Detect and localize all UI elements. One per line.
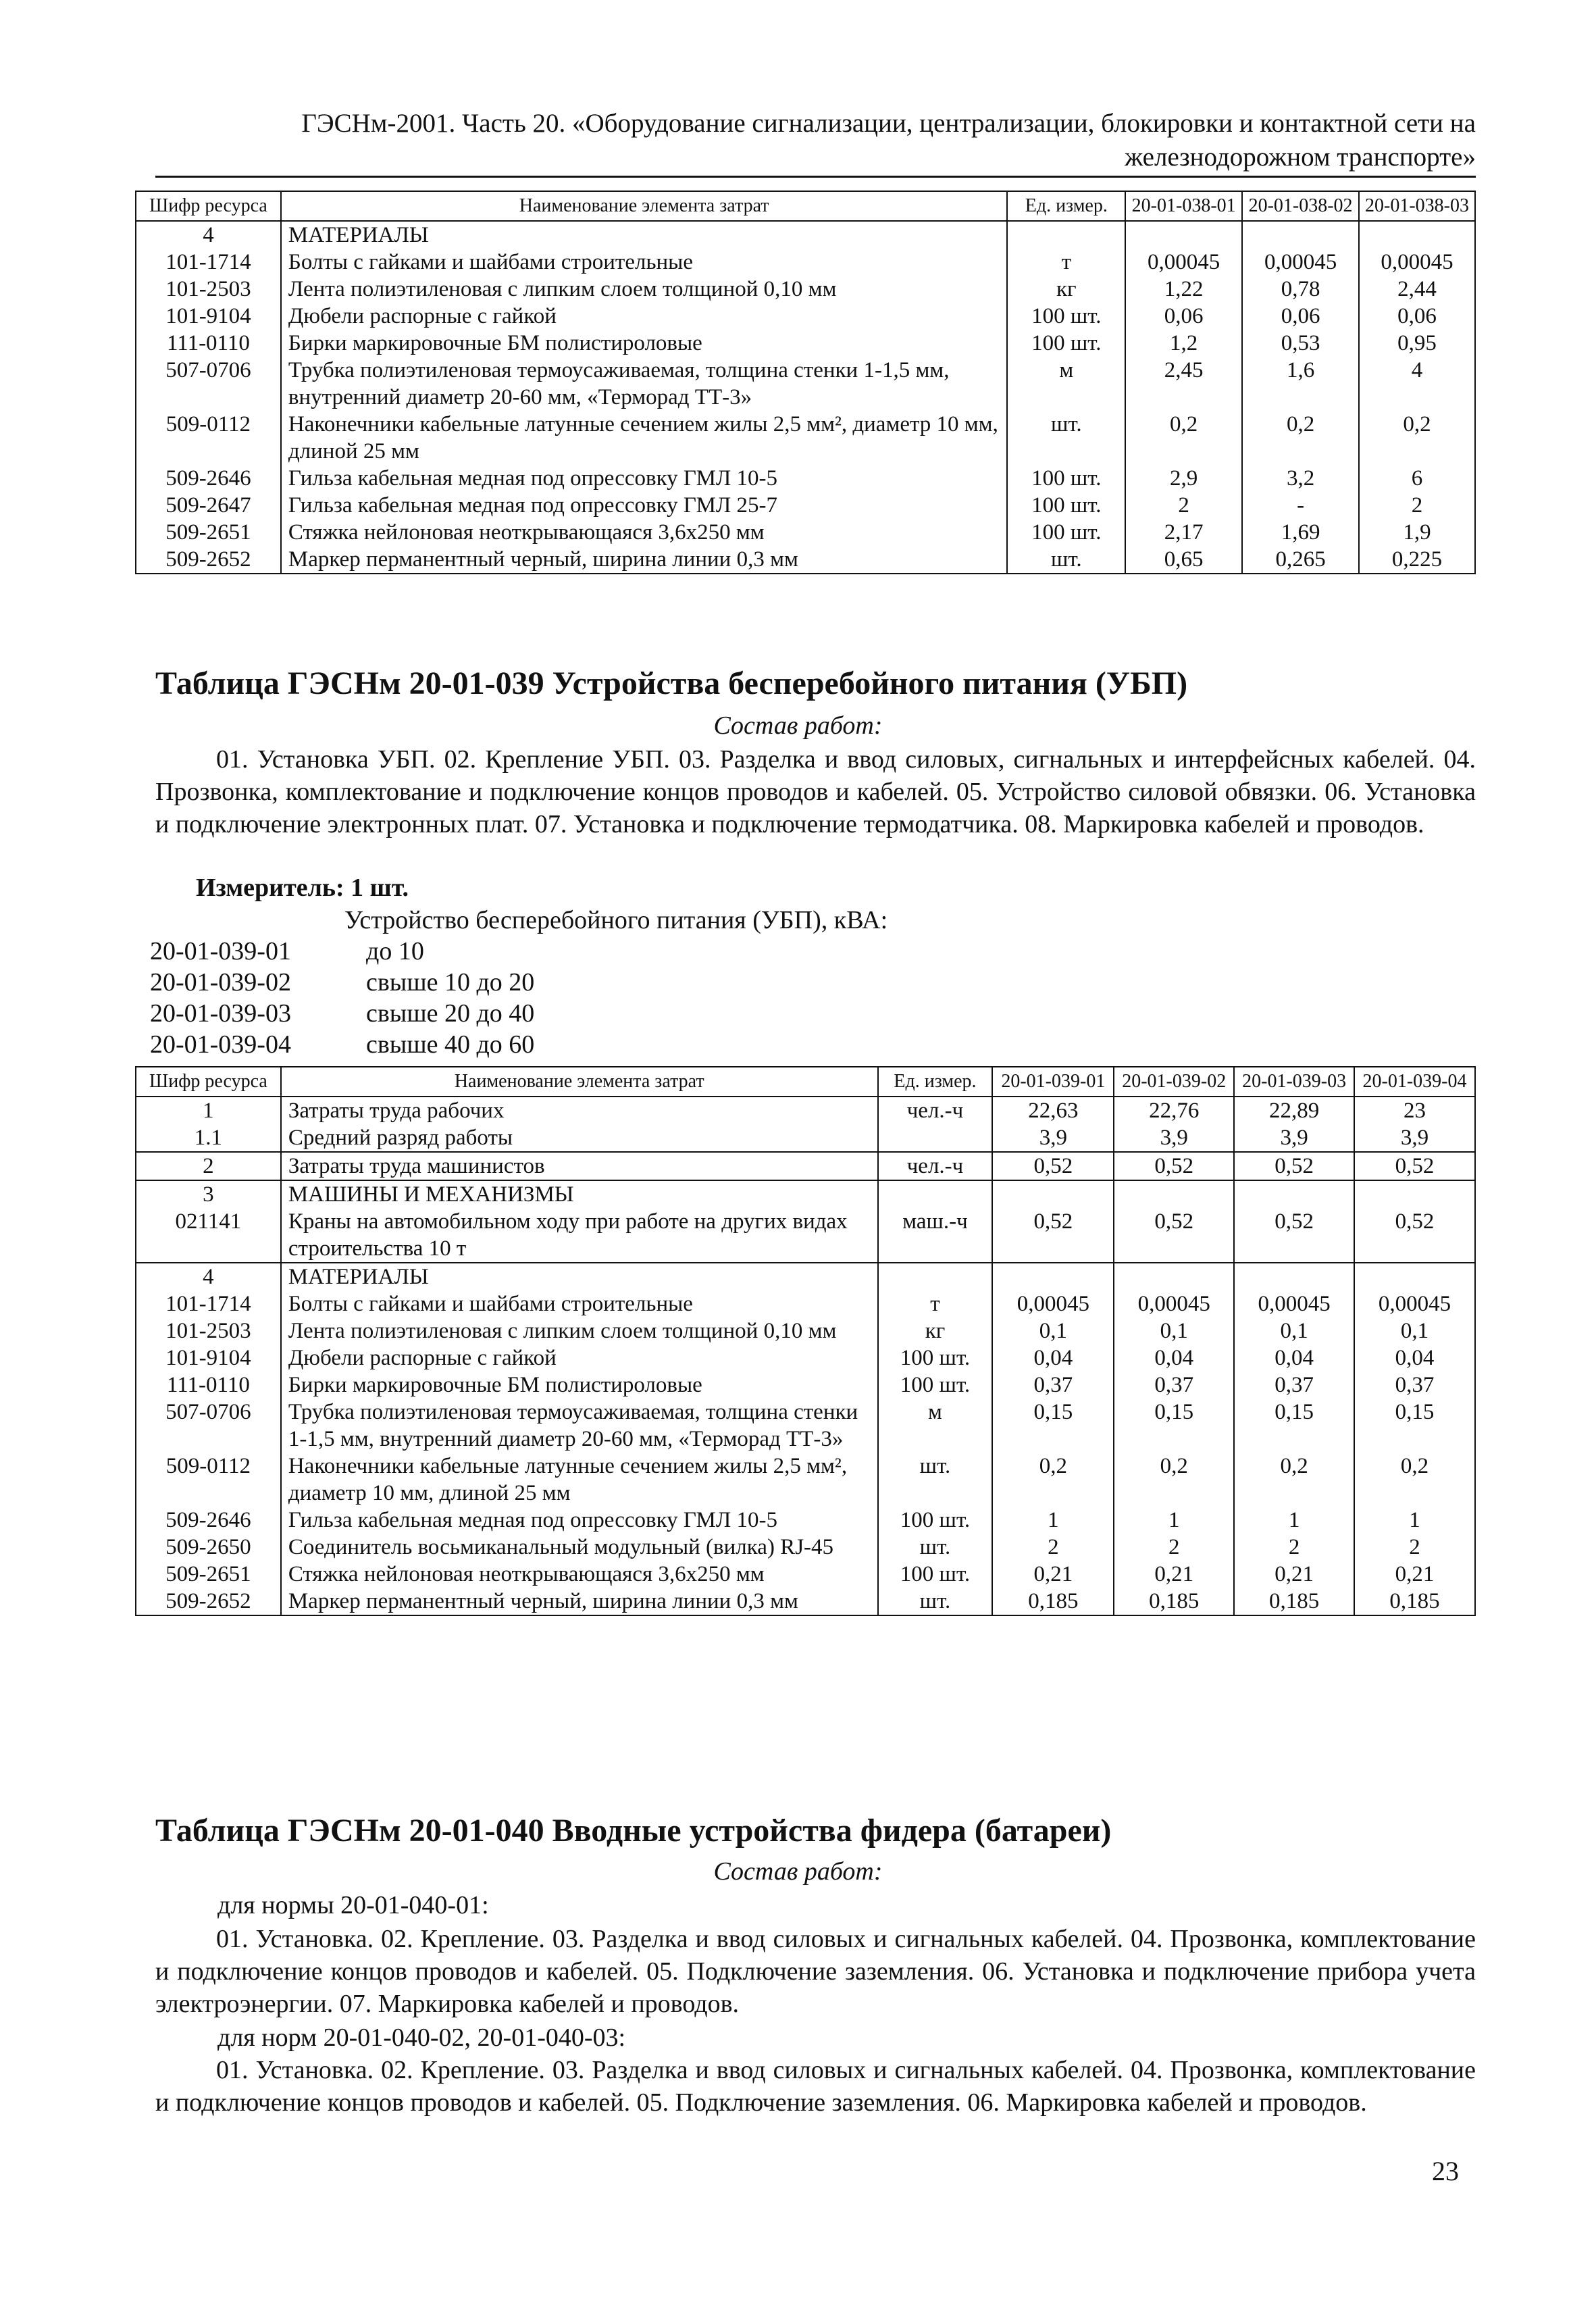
unit: 100 шт. [878, 1561, 993, 1588]
norm-value: 0,52 [1114, 1152, 1234, 1180]
norm-item [150, 966, 534, 999]
header-line-1: ГЭСНм-2001. Часть 20. «Оборудование сигнализации, централизации, блокировки и контактной сети на [301, 109, 1476, 138]
unit: 100 шт. [878, 1372, 993, 1399]
norm-code: 20-01-039-02 [150, 968, 291, 997]
norm-scope-2: для норм 20-01-040-02, 20-01-040-03: [217, 2023, 626, 2052]
norm-value: - [1242, 492, 1359, 519]
resource-code: 1 [136, 1097, 281, 1124]
resource-code: 2 [136, 1152, 281, 1180]
norm-value: 0,1 [1234, 1317, 1354, 1344]
unit: шт. [878, 1453, 993, 1507]
unit: 100 шт. [1007, 330, 1125, 357]
unit: 100 шт. [1007, 465, 1125, 492]
resource-name: Наконечники кабельные латунные сечением жилы 2,5 мм², диаметр 10 мм, длиной 25 мм [281, 1453, 878, 1507]
unit [878, 1124, 993, 1152]
page-number: 23 [1432, 2156, 1459, 2186]
norm-value: 1,22 [1125, 276, 1242, 303]
norm-value: 0,265 [1242, 546, 1359, 574]
norm-value: 0,52 [1234, 1208, 1354, 1263]
resource-table-038 [135, 191, 1476, 574]
norm-value: 1,69 [1242, 519, 1359, 546]
norm-value: 0,65 [1125, 546, 1242, 574]
norm-value: 0,52 [992, 1152, 1114, 1180]
table-row [136, 1453, 1475, 1507]
norm-value: 0,21 [1354, 1561, 1475, 1588]
norm-value: 0,21 [992, 1561, 1114, 1588]
resource-name: МАШИНЫ И МЕХАНИЗМЫ [281, 1180, 878, 1208]
resource-table-039 [135, 1066, 1476, 1616]
norm-value: 0,78 [1242, 276, 1359, 303]
table-row [136, 465, 1475, 492]
resource-code: 3 [136, 1180, 281, 1208]
resource-name: МАТЕРИАЛЫ [281, 221, 1008, 249]
norm-desc: до 10 [366, 937, 424, 965]
norm-value: 0,00045 [992, 1290, 1114, 1317]
work-composition-040-02: 01. Установка. 02. Крепление. 03. Разделка и ввод силовых и сигнальных кабелей. 04. Прозвонка, комплектование и подключение концов проводов и кабелей. 05. Подключение заземления. 06. Маркировка кабелей и проводов. [155, 2056, 1476, 2117]
resource-code: 111-0110 [136, 1372, 281, 1399]
norm-value: 22,89 [1234, 1097, 1354, 1124]
table-row [136, 276, 1475, 303]
table-row [136, 1317, 1475, 1344]
norm-value: 0,2 [1125, 411, 1242, 465]
resource-name: Лента полиэтиленовая с липким слоем толщиной 0,10 мм [281, 1317, 878, 1344]
work-composition-039: 01. Установка УБП. 02. Крепление УБП. 03. Разделка и ввод силовых, сигнальных и интерфейсных кабелей. 04. Прозвонка, комплектование и подключение концов проводов и кабелей. 05. Устройство силовой обвязки. 06. Установка и подключение электронных плат. 07. Установка и подключение термодатчика. 08. Маркировка кабелей и проводов. [155, 745, 1476, 838]
resource-code: 509-2647 [136, 492, 281, 519]
unit [1007, 221, 1125, 249]
meter-039: Измеритель: 1 шт. [196, 874, 409, 902]
section-subtitle-039: Состав работ: [713, 711, 883, 740]
norm-value: 0,2 [1354, 1453, 1475, 1507]
table-row [136, 411, 1475, 465]
resource-code: 509-2650 [136, 1534, 281, 1561]
norm-value: 0,185 [1234, 1588, 1354, 1615]
norm-value: 0,37 [1114, 1372, 1234, 1399]
norm-desc: свыше 40 до 60 [366, 1030, 535, 1059]
norm-value: 0,15 [1234, 1399, 1354, 1453]
unit: 100 шт. [878, 1507, 993, 1534]
resource-code: 4 [136, 1263, 281, 1290]
table-row [136, 1097, 1475, 1124]
table-row [136, 357, 1475, 411]
col-header-unit: Ед. измер. [1007, 191, 1125, 221]
resource-code: 507-0706 [136, 1399, 281, 1453]
resource-code: 021141 [136, 1208, 281, 1263]
table-row [136, 1263, 1475, 1290]
norm-value: 4 [1359, 357, 1475, 411]
unit: т [878, 1290, 993, 1317]
norm-value: 0,00045 [1359, 249, 1475, 276]
norm-value: 0,04 [1114, 1344, 1234, 1372]
table-row [136, 1290, 1475, 1317]
norm-value [1114, 1180, 1234, 1208]
resource-name: Маркер перманентный черный, ширина линии 0,3 мм [281, 1588, 878, 1615]
col-header-norm: 20-01-038-02 [1242, 191, 1359, 221]
table-row [136, 1344, 1475, 1372]
resource-name: Гильза кабельная медная под опрессовку ГМЛ 10-5 [281, 1507, 878, 1534]
resource-code: 509-2651 [136, 1561, 281, 1588]
norm-value [1234, 1263, 1354, 1290]
col-header-code: Шифр ресурса [136, 191, 281, 221]
norm-value: 0,2 [1242, 411, 1359, 465]
norm-value [1354, 1263, 1475, 1290]
device-caption-039: Устройство бесперебойного питания (УБП), кВА: [344, 906, 888, 934]
unit: 100 шт. [1007, 492, 1125, 519]
resource-code: 509-0112 [136, 411, 281, 465]
unit: м [878, 1399, 993, 1453]
resource-name: Трубка полиэтиленовая термоусаживаемая, толщина стенки 1-1,5 мм, внутренний диаметр 20-60 мм, «Терморад ТТ-3» [281, 357, 1008, 411]
resource-name: Стяжка нейлоновая неоткрывающаяся 3,6х250 мм [281, 1561, 878, 1588]
unit: чел.-ч [878, 1097, 993, 1124]
resource-code: 509-2652 [136, 1588, 281, 1615]
norm-value: 0,04 [1234, 1344, 1354, 1372]
norm-value: 1,6 [1242, 357, 1359, 411]
norm-value: 0,185 [1114, 1588, 1234, 1615]
norm-value: 0,185 [992, 1588, 1114, 1615]
resource-code: 101-2503 [136, 1317, 281, 1344]
norm-value: 3,2 [1242, 465, 1359, 492]
norm-value: 22,63 [992, 1097, 1114, 1124]
norm-value: 2,45 [1125, 357, 1242, 411]
col-header-norm: 20-01-038-01 [1125, 191, 1242, 221]
unit [878, 1263, 993, 1290]
col-header-unit: Ед. измер. [878, 1067, 993, 1097]
resource-code: 509-2646 [136, 465, 281, 492]
norm-value: 3,9 [1354, 1124, 1475, 1152]
col-header-norm: 20-01-039-04 [1354, 1067, 1475, 1097]
norm-value: 0,06 [1359, 303, 1475, 330]
norm-value: 23 [1354, 1097, 1475, 1124]
resource-name: Средний разряд работы [281, 1124, 878, 1152]
resource-name: Краны на автомобильном ходу при работе на других видах строительства 10 т [281, 1208, 878, 1263]
norm-code: 20-01-039-03 [150, 999, 291, 1028]
section-subtitle-040: Состав работ: [713, 1857, 883, 1886]
table-row [136, 1534, 1475, 1561]
section-title-040: Таблица ГЭСНм 20-01-040 Вводные устройства фидера (батареи) [155, 1813, 1112, 1848]
norm-value: 6 [1359, 465, 1475, 492]
resource-code: 101-2503 [136, 276, 281, 303]
unit: шт. [878, 1534, 993, 1561]
unit: 100 шт. [878, 1344, 993, 1372]
table-row [136, 1588, 1475, 1615]
unit: кг [878, 1317, 993, 1344]
running-header [155, 107, 1476, 178]
norm-value: 22,76 [1114, 1097, 1234, 1124]
resource-code: 1.1 [136, 1124, 281, 1152]
norm-value: 0,52 [1114, 1208, 1234, 1263]
resource-code: 509-2651 [136, 519, 281, 546]
norm-value: 0,185 [1354, 1588, 1475, 1615]
norm-value: 3,9 [1114, 1124, 1234, 1152]
norm-value: 2 [1354, 1534, 1475, 1561]
norm-value: 0,04 [1354, 1344, 1475, 1372]
norm-value: 1 [1114, 1507, 1234, 1534]
unit: 100 шт. [1007, 519, 1125, 546]
norm-value: 0,37 [1234, 1372, 1354, 1399]
norm-value: 0,15 [992, 1399, 1114, 1453]
norm-value: 0,1 [1354, 1317, 1475, 1344]
table-row [136, 492, 1475, 519]
table-row [136, 1561, 1475, 1588]
table-row [136, 303, 1475, 330]
header-line-2: железнодорожном транспорте» [1125, 143, 1476, 172]
resource-name: Дюбели распорные с гайкой [281, 1344, 878, 1372]
section-title-039: Таблица ГЭСНм 20-01-039 Устройства бесперебойного питания (УБП) [155, 665, 1188, 701]
norm-value: 0,15 [1354, 1399, 1475, 1453]
norm-value: 2 [992, 1534, 1114, 1561]
norm-value: 0,00045 [1234, 1290, 1354, 1317]
table-header-row [136, 1067, 1475, 1097]
col-header-norm: 20-01-039-02 [1114, 1067, 1234, 1097]
norm-value: 0,00045 [1114, 1290, 1234, 1317]
resource-name: Затраты труда рабочих [281, 1097, 878, 1124]
norm-value: 0,2 [992, 1453, 1114, 1507]
norm-value: 0,06 [1242, 303, 1359, 330]
resource-name: Лента полиэтиленовая с липким слоем толщиной 0,10 мм [281, 276, 1008, 303]
norm-value: 0,2 [1114, 1453, 1234, 1507]
resource-name: Соединитель восьмиканальный модульный (вилка) RJ-45 [281, 1534, 878, 1561]
resource-code: 509-0112 [136, 1453, 281, 1507]
norm-value: 0,21 [1234, 1561, 1354, 1588]
norm-value [1354, 1180, 1475, 1208]
norm-value [1234, 1180, 1354, 1208]
table-row [136, 1180, 1475, 1208]
unit: чел.-ч [878, 1152, 993, 1180]
table-row [136, 519, 1475, 546]
norm-value: 2 [1114, 1534, 1234, 1561]
resource-code: 101-1714 [136, 1290, 281, 1317]
norm-value: 2,9 [1125, 465, 1242, 492]
norm-value: 0,00045 [1125, 249, 1242, 276]
norm-value: 1 [1234, 1507, 1354, 1534]
resource-code: 101-1714 [136, 249, 281, 276]
norm-value: 0,52 [1354, 1208, 1475, 1263]
norm-value: 0,21 [1114, 1561, 1234, 1588]
norm-value: 0,2 [1234, 1453, 1354, 1507]
col-header-norm: 20-01-038-03 [1359, 191, 1475, 221]
norm-code: 20-01-039-04 [150, 1030, 291, 1059]
norm-value: 0,06 [1125, 303, 1242, 330]
norm-value: 0,04 [992, 1344, 1114, 1372]
table-row [136, 1399, 1475, 1453]
norm-value: 3,9 [1234, 1124, 1354, 1152]
norm-value: 0,52 [1354, 1152, 1475, 1180]
resource-name: Бирки маркировочные БМ полистироловые [281, 1372, 878, 1399]
norm-desc: свыше 10 до 20 [366, 968, 535, 997]
norm-value: 0,2 [1359, 411, 1475, 465]
resource-name: Болты с гайками и шайбами строительные [281, 249, 1008, 276]
resource-code: 111-0110 [136, 330, 281, 357]
resource-name: МАТЕРИАЛЫ [281, 1263, 878, 1290]
unit: т [1007, 249, 1125, 276]
norm-value: 0,1 [1114, 1317, 1234, 1344]
work-composition-040-01: 01. Установка. 02. Крепление. 03. Разделка и ввод силовых и сигнальных кабелей. 04. Прозвонка, комплектование и подключение концов проводов и кабелей. 05. Подключение заземления. 06. Установка и подключение прибора учета электроэнергии. 07. Маркировка кабелей и проводов. [155, 1925, 1476, 2018]
table-row [136, 546, 1475, 574]
norm-value: 0,52 [1234, 1152, 1354, 1180]
table-row [136, 330, 1475, 357]
norm-value: 2 [1234, 1534, 1354, 1561]
resource-name: Маркер перманентный черный, ширина линии 0,3 мм [281, 546, 1008, 574]
norm-scope-1: для нормы 20-01-040-01: [217, 1891, 489, 1919]
norm-value: 2 [1125, 492, 1242, 519]
norm-value [992, 1180, 1114, 1208]
norm-value: 0,00045 [1354, 1290, 1475, 1317]
norm-value [1359, 221, 1475, 249]
table-row [136, 1372, 1475, 1399]
unit: кг [1007, 276, 1125, 303]
norm-desc: свыше 20 до 40 [366, 999, 535, 1028]
unit: м [1007, 357, 1125, 411]
norm-value: 0,225 [1359, 546, 1475, 574]
table-row [136, 1208, 1475, 1263]
col-header-name: Наименование элемента затрат [281, 1067, 878, 1097]
norm-code: 20-01-039-01 [150, 937, 291, 965]
norm-value [992, 1263, 1114, 1290]
table-row [136, 1152, 1475, 1180]
resource-code: 101-9104 [136, 303, 281, 330]
unit [878, 1180, 993, 1208]
col-header-norm: 20-01-039-01 [992, 1067, 1114, 1097]
norm-value: 0,37 [992, 1372, 1114, 1399]
norm-value: 1 [1354, 1507, 1475, 1534]
table-row [136, 1124, 1475, 1152]
resource-name: Затраты труда машинистов [281, 1152, 878, 1180]
norm-value: 0,1 [992, 1317, 1114, 1344]
norm-value: 0,37 [1354, 1372, 1475, 1399]
unit: 100 шт. [1007, 303, 1125, 330]
norm-item [150, 1028, 534, 1061]
unit: шт. [1007, 546, 1125, 574]
table-row [136, 221, 1475, 249]
norm-value: 1,9 [1359, 519, 1475, 546]
table-row [136, 249, 1475, 276]
norm-item [150, 997, 534, 1030]
norm-value: 1,2 [1125, 330, 1242, 357]
norm-value [1242, 221, 1359, 249]
norm-value: 0,52 [992, 1208, 1114, 1263]
resource-code: 509-2652 [136, 546, 281, 574]
norm-value [1125, 221, 1242, 249]
resource-name: Трубка полиэтиленовая термоусаживаемая, толщина стенки 1-1,5 мм, внутренний диаметр 20-60 мм, «Терморад ТТ-3» [281, 1399, 878, 1453]
unit: шт. [878, 1588, 993, 1615]
table-row [136, 1507, 1475, 1534]
resource-code: 507-0706 [136, 357, 281, 411]
resource-code: 4 [136, 221, 281, 249]
norm-value: 2,44 [1359, 276, 1475, 303]
norm-value: 0,53 [1242, 330, 1359, 357]
resource-name: Гильза кабельная медная под опрессовку ГМЛ 10-5 [281, 465, 1008, 492]
table-header-row [136, 191, 1475, 221]
resource-name: Дюбели распорные с гайкой [281, 303, 1008, 330]
resource-name: Наконечники кабельные латунные сечением жилы 2,5 мм², диаметр 10 мм, длиной 25 мм [281, 411, 1008, 465]
unit: маш.-ч [878, 1208, 993, 1263]
resource-code: 101-9104 [136, 1344, 281, 1372]
col-header-norm: 20-01-039-03 [1234, 1067, 1354, 1097]
norm-value: 0,95 [1359, 330, 1475, 357]
resource-name: Гильза кабельная медная под опрессовку ГМЛ 25-7 [281, 492, 1008, 519]
col-header-code: Шифр ресурса [136, 1067, 281, 1097]
norm-value: 2,17 [1125, 519, 1242, 546]
norm-value: 2 [1359, 492, 1475, 519]
col-header-name: Наименование элемента затрат [281, 191, 1008, 221]
norm-value: 3,9 [992, 1124, 1114, 1152]
unit: шт. [1007, 411, 1125, 465]
resource-code: 509-2646 [136, 1507, 281, 1534]
norm-value: 0,00045 [1242, 249, 1359, 276]
norm-value [1114, 1263, 1234, 1290]
norm-value: 0,15 [1114, 1399, 1234, 1453]
norm-value: 1 [992, 1507, 1114, 1534]
norm-item [150, 935, 424, 967]
resource-name: Бирки маркировочные БМ полистироловые [281, 330, 1008, 357]
resource-name: Болты с гайками и шайбами строительные [281, 1290, 878, 1317]
resource-name: Стяжка нейлоновая неоткрывающаяся 3,6х250 мм [281, 519, 1008, 546]
